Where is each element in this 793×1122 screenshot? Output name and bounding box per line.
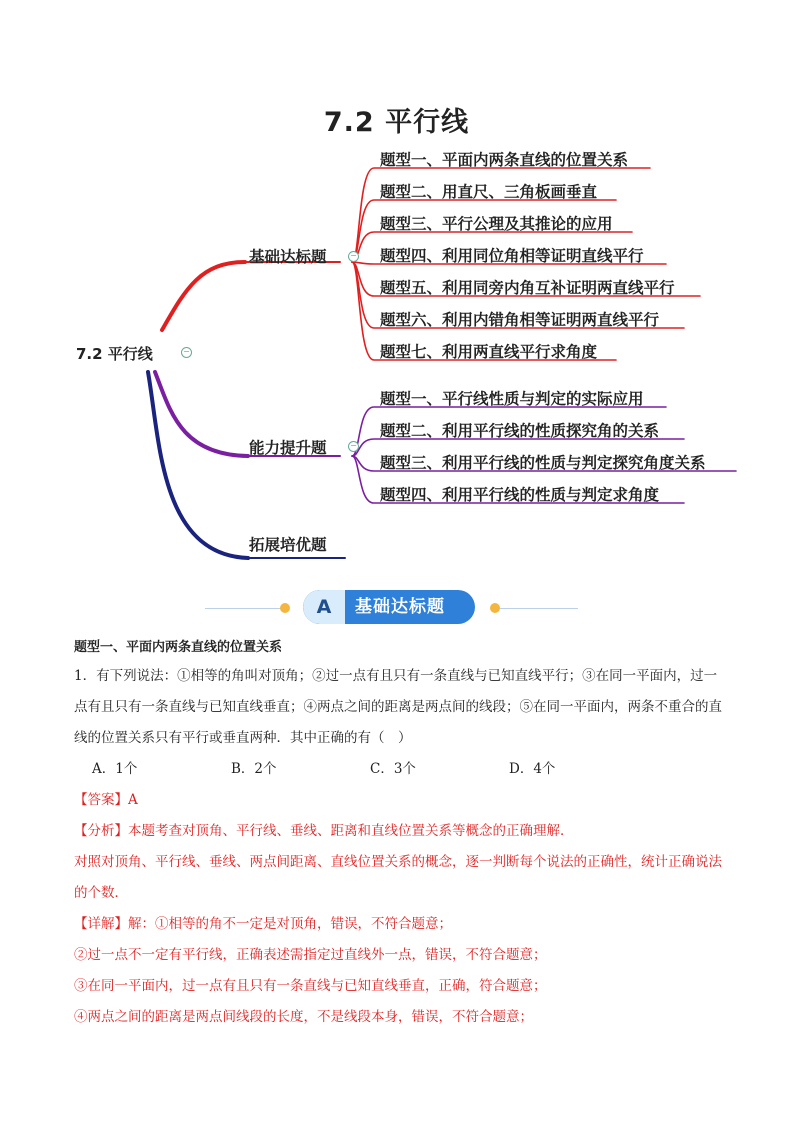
mindmap-category-advanced: 能力提升题	[249, 439, 327, 457]
divider	[205, 608, 283, 609]
collapse-toggle-icon[interactable]: −	[181, 347, 192, 358]
document-body	[74, 637, 724, 1033]
option-a: A．1个	[92, 761, 138, 777]
mindmap-leaf: 题型三、平行公理及其推论的应用	[380, 215, 613, 233]
divider	[500, 608, 578, 609]
page-title: 7.2 平行线	[323, 107, 470, 138]
section-banner	[0, 590, 793, 626]
detail-prefix: 解：	[128, 916, 155, 932]
section-badge	[303, 590, 475, 624]
mindmap-leaf: 题型二、利用平行线的性质探究角的关系	[380, 422, 660, 440]
option-b: B．2个	[231, 761, 277, 777]
collapse-toggle-icon[interactable]: −	[348, 251, 359, 262]
mindmap-leaf: 题型一、平行线性质与判定的实际应用	[380, 390, 644, 408]
dot-icon	[280, 603, 290, 613]
section-letter: A	[303, 590, 345, 624]
detail-line: ④两点之间的距离是两点间线段的长度，不是线段本身，错误，不符合题意；	[74, 1009, 533, 1025]
answer-options	[74, 754, 724, 785]
option-d: D．4个	[509, 761, 556, 777]
option-c: C．3个	[370, 761, 416, 777]
mindmap-leaf: 题型六、利用内错角相等证明两直线平行	[380, 311, 660, 329]
detail-line: ②过一点不一定有平行线，正确表述需指定过直线外一点，错误，不符合题意；	[74, 947, 547, 963]
answer-text: 【答案】A	[74, 792, 138, 808]
mindmap-leaf: 题型二、用直尺、三角板画垂直	[380, 183, 598, 201]
analysis-text: 【分析】本题考查对顶角、平行线、垂线、距离和直线位置关系等概念的正确理解．	[74, 823, 574, 839]
detail-line	[74, 909, 724, 940]
topic-heading: 题型一、平面内两条直线的位置关系	[74, 640, 283, 655]
dot-icon	[490, 603, 500, 613]
analysis-detail-text: 对照对顶角、平行线、垂线、两点间距离、直线位置关系的概念，逐一判断每个说法的正确性，统计正确说法的个数．	[74, 854, 722, 901]
detail-label: 【详解】	[74, 916, 128, 932]
detail-text: ①相等的角不一定是对顶角，错误，不符合题意；	[155, 916, 452, 932]
mindmap-category-extension: 拓展培优题	[249, 536, 327, 554]
mindmap-leaf: 题型三、利用平行线的性质与判定探究角度关系	[380, 454, 706, 472]
section-title: 基础达标题	[355, 597, 445, 617]
mindmap-leaf: 题型一、平面内两条直线的位置关系	[380, 151, 629, 169]
mindmap-leaf: 题型七、利用两直线平行求角度	[380, 343, 598, 361]
mindmap-category-basic: 基础达标题	[249, 248, 327, 266]
collapse-toggle-icon[interactable]: −	[348, 441, 359, 452]
mindmap-leaf: 题型四、利用同位角相等证明直线平行	[380, 247, 644, 265]
mindmap-leaf: 题型五、利用同旁内角互补证明两直线平行	[380, 279, 675, 297]
question-text: 1．有下列说法：①相等的角叫对顶角；②过一点有且只有一条直线与已知直线平行；③在同一平面内，过一点有且只有一条直线与已知直线垂直；④两点之间的距离是两点间的线段；⑤在同一平面内，两条不重合的直线的位置关系只有平行或垂直两种．其中正确的有（ ）	[74, 668, 722, 746]
detail-line: ③在同一平面内，过一点有且只有一条直线与已知直线垂直，正确，符合题意；	[74, 978, 547, 994]
mindmap-leaf: 题型四、利用平行线的性质与判定求角度	[380, 486, 660, 504]
mindmap-root: 7.2 平行线	[76, 345, 153, 363]
